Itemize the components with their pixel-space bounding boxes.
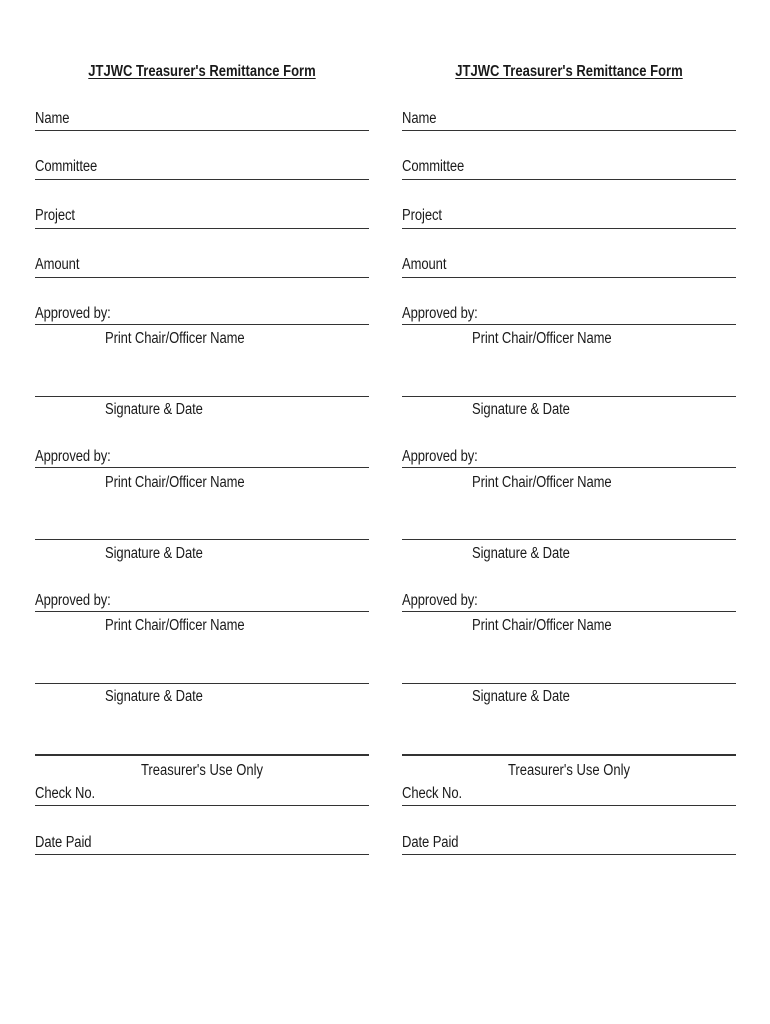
amount-field-line[interactable] <box>35 277 369 278</box>
treasurer-heading: Treasurer's Use Only <box>140 762 264 779</box>
signature-date-label: Signature & Date <box>472 401 570 418</box>
date-paid-label: Date Paid <box>402 834 459 851</box>
signature-date-label: Signature & Date <box>105 401 203 418</box>
check-no-line[interactable] <box>402 805 736 806</box>
approved-by-line[interactable] <box>35 324 369 325</box>
approved-by-label: Approved by: <box>35 305 111 322</box>
name-field-line[interactable] <box>402 130 736 131</box>
remittance-form-left <box>35 0 369 1024</box>
committee-label: Committee <box>402 158 465 175</box>
project-field-line[interactable] <box>402 228 736 229</box>
date-paid-line[interactable] <box>402 854 736 855</box>
approved-by-line[interactable] <box>402 324 736 325</box>
committee-field-line[interactable] <box>35 179 369 180</box>
signature-line[interactable] <box>35 683 369 684</box>
committee-field-line[interactable] <box>402 179 736 180</box>
print-name-label: Print Chair/Officer Name <box>105 474 245 491</box>
approved-by-line[interactable] <box>35 467 369 468</box>
signature-date-label: Signature & Date <box>105 688 203 705</box>
treasurer-divider <box>402 754 736 756</box>
form-title: JTJWC Treasurer's Remittance Form <box>455 63 683 80</box>
approved-by-label: Approved by: <box>402 305 478 322</box>
print-name-label: Print Chair/Officer Name <box>105 617 245 634</box>
signature-line[interactable] <box>402 683 736 684</box>
signature-date-label: Signature & Date <box>105 545 203 562</box>
check-no-label: Check No. <box>35 785 96 802</box>
check-no-label: Check No. <box>402 785 463 802</box>
name-label: Name <box>402 110 437 127</box>
approved-by-line[interactable] <box>402 611 736 612</box>
approved-by-line[interactable] <box>35 611 369 612</box>
committee-label: Committee <box>35 158 98 175</box>
amount-field-line[interactable] <box>402 277 736 278</box>
signature-date-label: Signature & Date <box>472 545 570 562</box>
print-name-label: Print Chair/Officer Name <box>472 330 612 347</box>
approved-by-label: Approved by: <box>402 448 478 465</box>
signature-date-label: Signature & Date <box>472 688 570 705</box>
form-title: JTJWC Treasurer's Remittance Form <box>88 63 316 80</box>
print-name-label: Print Chair/Officer Name <box>472 617 612 634</box>
print-name-label: Print Chair/Officer Name <box>105 330 245 347</box>
signature-line[interactable] <box>35 539 369 540</box>
name-label: Name <box>35 110 70 127</box>
date-paid-line[interactable] <box>35 854 369 855</box>
project-label: Project <box>402 207 442 224</box>
check-no-line[interactable] <box>35 805 369 806</box>
name-field-line[interactable] <box>35 130 369 131</box>
approved-by-line[interactable] <box>402 467 736 468</box>
signature-line[interactable] <box>35 396 369 397</box>
approved-by-label: Approved by: <box>35 448 111 465</box>
treasurer-heading: Treasurer's Use Only <box>507 762 631 779</box>
signature-line[interactable] <box>402 396 736 397</box>
signature-line[interactable] <box>402 539 736 540</box>
approved-by-label: Approved by: <box>402 592 478 609</box>
amount-label: Amount <box>402 256 447 273</box>
project-field-line[interactable] <box>35 228 369 229</box>
amount-label: Amount <box>35 256 80 273</box>
date-paid-label: Date Paid <box>35 834 92 851</box>
project-label: Project <box>35 207 75 224</box>
approved-by-label: Approved by: <box>35 592 111 609</box>
print-name-label: Print Chair/Officer Name <box>472 474 612 491</box>
remittance-form-right <box>402 0 736 1024</box>
treasurer-divider <box>35 754 369 756</box>
